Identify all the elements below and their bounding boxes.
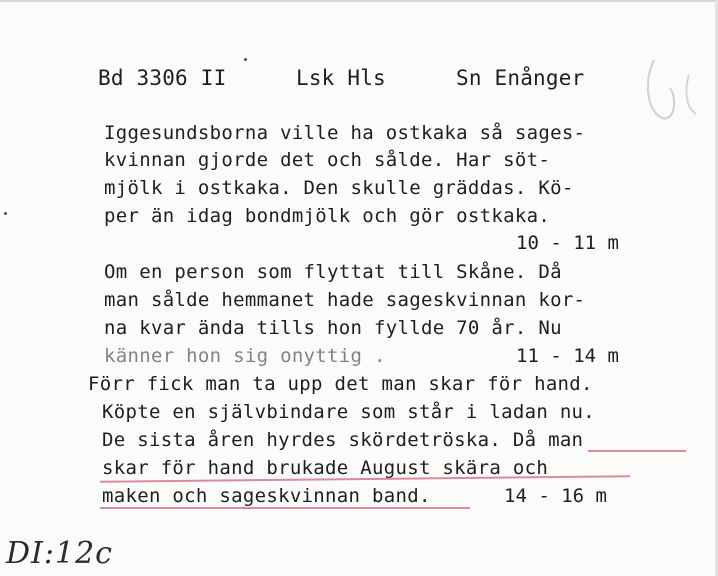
text-line: Om en person som flyttat till Skåne. Då [104,261,562,283]
ink-speck [4,212,7,215]
pencil-mark-icon [634,40,714,130]
age-range: 14 - 16 m [504,485,607,507]
age-range: 10 - 11 m [516,232,619,254]
bd-number: Bd 3306 II [98,66,227,90]
red-underline [588,450,686,452]
text-line: mjölk i ostkaka. Den skulle gräddas. Kö- [104,177,574,199]
age-range: 11 - 14 m [516,345,619,367]
ink-speck [244,58,247,61]
text-line: känner hon sig onyttig . [104,345,386,367]
text-line: Förr fick man ta upp det man skar för hand. [88,373,593,395]
red-underline [100,507,470,509]
text-line: skar för hand brukade August skära och [102,457,549,479]
text-line: man sålde hemmanet hade sageskvinnan kor- [104,289,586,311]
text-line: na kvar ända tills hon fyllde 70 år. Nu [104,317,562,339]
lsk-label: Lsk Hls [296,66,386,90]
text-line: kvinnan gjorde det och sålde. Har söt- [104,149,551,171]
text-line: maken och sageskvinnan band. [102,485,431,507]
card-top-edge [0,0,718,2]
archive-code: DI:12c [6,536,113,571]
text-line: De sista åren hyrdes skördetröska. Då man [102,429,584,451]
text-line: Köpte en självbindare som står i ladan nu. [102,401,596,423]
sn-label: Sn Enånger [456,66,585,90]
text-line: per än idag bondmjölk och gör ostkaka. [104,205,551,227]
text-line: Iggesundsborna ville ha ostkaka så sages- [104,122,586,144]
